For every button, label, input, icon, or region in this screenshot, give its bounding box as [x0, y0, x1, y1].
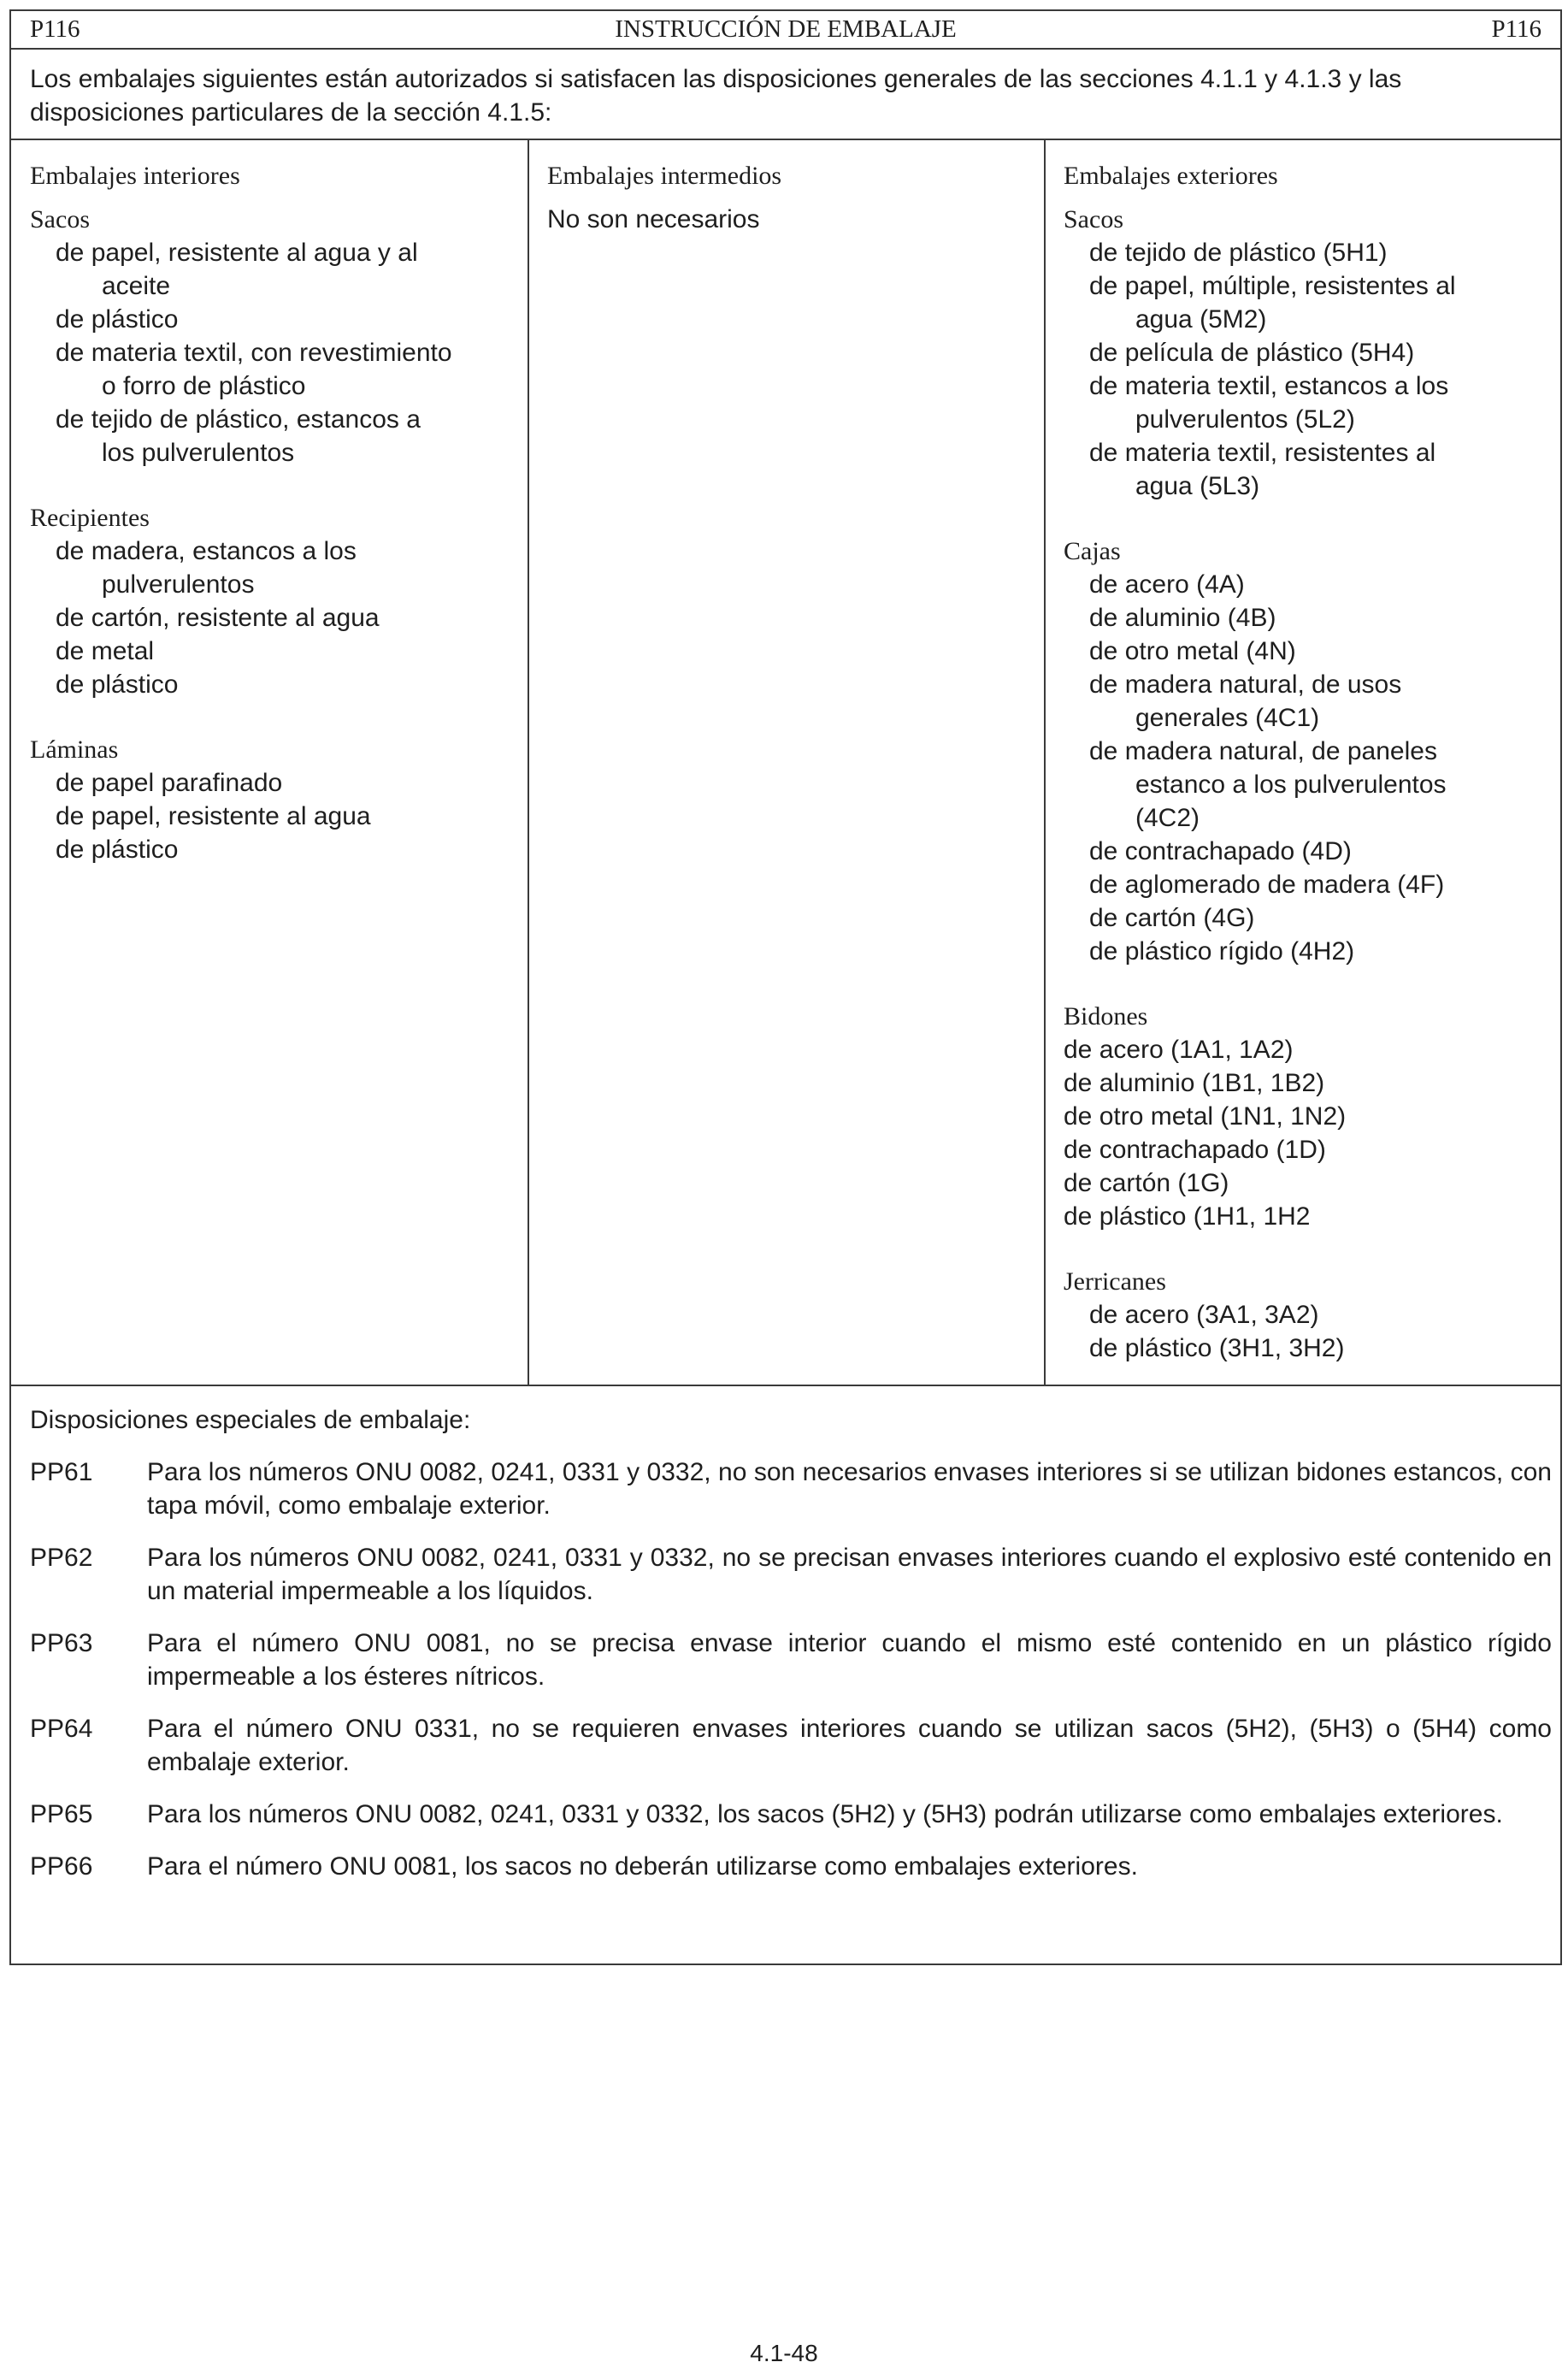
- item-line: de materia textil, con revestimiento: [56, 339, 452, 367]
- inner-list-item: [30, 303, 517, 336]
- item-line: de madera, estancos a los: [56, 537, 357, 565]
- intro-paragraph: Los embalajes siguientes están autorizados si satisfacen las disposiciones generales de las secciones 4.1.1 y 4.1.3 y las disposiciones particulares de la sección 4.1.5:: [30, 65, 1402, 127]
- item-line: de película de plástico (5H4): [1089, 339, 1415, 367]
- item-line: de aluminio (1B1, 1B2): [1064, 1069, 1325, 1097]
- column-inner-packagings: [30, 159, 517, 898]
- divider-columns-top: [11, 139, 1560, 140]
- item-line: de metal: [56, 637, 155, 665]
- outer-list-item: [1064, 1066, 1555, 1100]
- item-line: de contrachapado (4D): [1089, 837, 1352, 865]
- outer-list-item: [1064, 1033, 1555, 1066]
- column-heading-inner: Embalajes interiores: [30, 162, 240, 190]
- outer-list-item: [1064, 369, 1555, 436]
- provision-code: PP63: [30, 1629, 93, 1657]
- outer-group-title: Cajas: [1064, 537, 1121, 565]
- item-line: de plástico (1H1, 1H2: [1064, 1202, 1311, 1231]
- item-line: de acero (3A1, 3A2): [1089, 1301, 1319, 1329]
- outer-list-item: [1064, 668, 1555, 735]
- page-number: 4.1-48: [750, 2340, 818, 2366]
- item-line: de cartón, resistente al agua: [56, 604, 380, 632]
- outer-list-item: [1064, 735, 1555, 835]
- item-line: de papel parafinado: [56, 769, 283, 797]
- item-line: de otro metal (4N): [1089, 637, 1296, 665]
- item-line: de papel, resistente al agua: [56, 802, 371, 830]
- item-line: de madera natural, de usos: [1089, 670, 1402, 699]
- item-line: de plástico: [56, 670, 179, 699]
- item-line: de plástico (3H1, 3H2): [1089, 1334, 1345, 1362]
- inner-list-item: [30, 833, 517, 866]
- outer-list-item: [1064, 568, 1555, 601]
- outer-group: [1064, 203, 1555, 503]
- item-line: de aglomerado de madera (4F): [1089, 871, 1445, 899]
- item-line: de cartón (4G): [1089, 904, 1255, 932]
- item-line: de papel, múltiple, resistentes al: [1089, 272, 1456, 300]
- provision-code: PP61: [30, 1458, 93, 1486]
- provision-code: PP62: [30, 1544, 93, 1572]
- inner-group: [30, 203, 517, 469]
- item-line: de aluminio (4B): [1089, 604, 1276, 632]
- special-provision-row: [30, 1456, 1552, 1522]
- inner-list-item: [30, 766, 517, 800]
- inner-group-title: Láminas: [30, 735, 119, 764]
- item-line: de contrachapado (1D): [1064, 1136, 1326, 1164]
- item-line: los pulverulentos: [102, 439, 295, 467]
- column-outer-packagings: [1064, 159, 1555, 1397]
- provision-text: Para los números ONU 0082, 0241, 0331 y 0332, no son necesarios envases interiores si se utilizan bidones estancos, con tapa móvil, como embalaje exterior.: [147, 1458, 1552, 1520]
- item-line: pulverulentos (5L2): [1135, 405, 1355, 434]
- outer-list-item: [1064, 236, 1555, 269]
- item-line: de acero (4A): [1089, 570, 1245, 599]
- header-code-left: P116: [30, 15, 80, 43]
- outer-list-item: [1064, 935, 1555, 968]
- item-line: agua (5L3): [1135, 472, 1260, 500]
- special-provision-row: [30, 1541, 1552, 1608]
- provision-code: PP64: [30, 1715, 93, 1743]
- special-provision-row: [30, 1627, 1552, 1693]
- column-intermediate-packagings: [547, 159, 1035, 236]
- packing-instruction-table: [9, 9, 1562, 1965]
- item-line: de papel, resistente al agua y al: [56, 239, 418, 267]
- item-line: de cartón (1G): [1064, 1169, 1229, 1197]
- special-provisions-heading: Disposiciones especiales de embalaje:: [30, 1406, 471, 1434]
- item-line: de plástico rígido (4H2): [1089, 937, 1355, 966]
- item-line: o forro de plástico: [102, 372, 306, 400]
- inner-group-title: Sacos: [30, 205, 90, 233]
- item-line: de acero (1A1, 1A2): [1064, 1036, 1294, 1064]
- item-line: estanco a los pulverulentos: [1135, 771, 1447, 799]
- outer-list-item: [1064, 336, 1555, 369]
- outer-list-item: [1064, 1332, 1555, 1365]
- provision-text: Para los números ONU 0082, 0241, 0331 y 0332, no se precisan envases interiores cuando el explosivo esté contenido en un material impermeable a los líquidos.: [147, 1544, 1552, 1605]
- item-line: de plástico: [56, 836, 179, 864]
- inner-list-item: [30, 800, 517, 833]
- provision-text: Para el número ONU 0331, no se requieren envases interiores cuando se utilizan sacos (5H2), (5H3) o (5H4) como embalaje exterior.: [147, 1715, 1552, 1776]
- provision-text: Para el número ONU 0081, no se precisa envase interior cuando el mismo esté contenido en un plástico rígido impermeable a los ésteres nítricos.: [147, 1629, 1552, 1691]
- inner-list-item: [30, 236, 517, 303]
- item-line: de tejido de plástico, estancos a: [56, 405, 421, 434]
- item-line: aceite: [102, 272, 171, 300]
- outer-list-item: [1064, 1200, 1555, 1233]
- divider-col-2: [1044, 139, 1046, 1385]
- column-heading-outer: Embalajes exteriores: [1064, 162, 1278, 190]
- item-line: (4C2): [1135, 804, 1200, 832]
- outer-list-item: [1064, 635, 1555, 668]
- item-line: agua (5M2): [1135, 305, 1267, 334]
- outer-list-item: [1064, 1166, 1555, 1200]
- outer-list-item: [1064, 835, 1555, 868]
- outer-group: [1064, 1000, 1555, 1233]
- inner-list-item: [30, 403, 517, 469]
- outer-group: [1064, 534, 1555, 968]
- item-line: de tejido de plástico (5H1): [1089, 239, 1388, 267]
- inner-list-item: [30, 668, 517, 701]
- inner-group: [30, 733, 517, 866]
- outer-list-item: [1064, 436, 1555, 503]
- special-provisions: [30, 1403, 1552, 1883]
- special-provision-row: [30, 1798, 1552, 1831]
- intermediate-text: No son necesarios: [547, 205, 760, 233]
- divider-col-1: [528, 139, 529, 1385]
- inner-list-item: [30, 534, 517, 601]
- header-title: INSTRUCCIÓN DE EMBALAJE: [615, 15, 957, 43]
- outer-list-item: [1064, 868, 1555, 901]
- outer-list-item: [1064, 1133, 1555, 1166]
- inner-group: [30, 501, 517, 701]
- outer-list-item: [1064, 269, 1555, 336]
- inner-list-item: [30, 336, 517, 403]
- inner-list-item: [30, 635, 517, 668]
- item-line: pulverulentos: [102, 570, 255, 599]
- inner-list-item: [30, 601, 517, 635]
- special-provision-row: [30, 1712, 1552, 1779]
- outer-group-title: Bidones: [1064, 1002, 1148, 1031]
- item-line: de madera natural, de paneles: [1089, 737, 1437, 765]
- provision-code: PP65: [30, 1800, 93, 1828]
- outer-group-title: Sacos: [1064, 205, 1123, 233]
- header-code-right: P116: [1491, 15, 1541, 43]
- provision-code: PP66: [30, 1852, 93, 1881]
- outer-list-item: [1064, 601, 1555, 635]
- outer-list-item: [1064, 1298, 1555, 1332]
- provision-text: Para el número ONU 0081, los sacos no deberán utilizarse como embalajes exteriores.: [147, 1852, 1138, 1881]
- item-line: de otro metal (1N1, 1N2): [1064, 1102, 1347, 1131]
- column-heading-intermediate: Embalajes intermedios: [547, 162, 782, 190]
- provision-text: Para los números ONU 0082, 0241, 0331 y 0332, los sacos (5H2) y (5H3) podrán utilizarse como embalajes exteriores.: [147, 1800, 1503, 1828]
- outer-list-item: [1064, 901, 1555, 935]
- inner-group-title: Recipientes: [30, 504, 150, 532]
- item-line: de materia textil, estancos a los: [1089, 372, 1449, 400]
- outer-group-title: Jerricanes: [1064, 1267, 1166, 1296]
- outer-group: [1064, 1265, 1555, 1365]
- special-provision-row: [30, 1850, 1552, 1883]
- table-header: [11, 11, 1560, 50]
- item-line: de plástico: [56, 305, 179, 334]
- outer-list-item: [1064, 1100, 1555, 1133]
- item-line: de materia textil, resistentes al: [1089, 439, 1436, 467]
- item-line: generales (4C1): [1135, 704, 1320, 732]
